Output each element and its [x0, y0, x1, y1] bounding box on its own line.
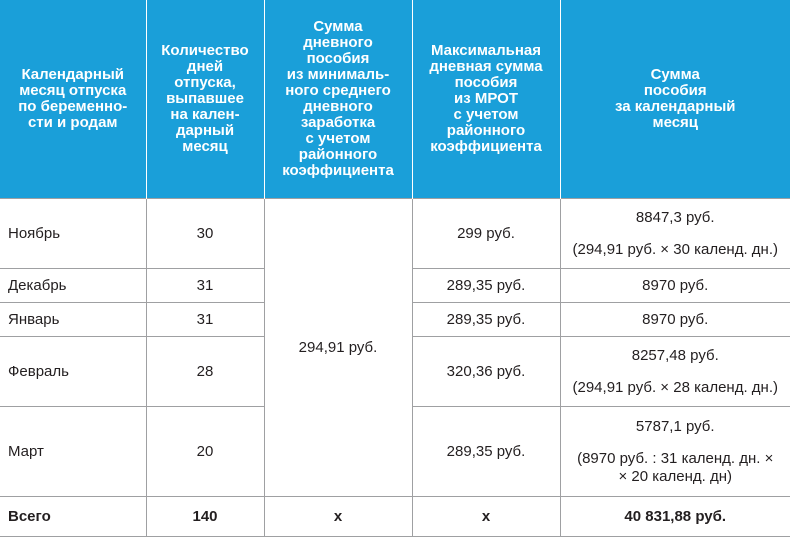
sum-value: 8257,48 руб.	[631, 346, 719, 364]
cell-sum	[560, 407, 790, 497]
cell-max-daily: 289,35 руб.	[412, 269, 560, 303]
cell-max-daily: 289,35 руб.	[412, 303, 560, 337]
cell-days: 31	[146, 269, 264, 303]
cell-days: 28	[146, 337, 264, 407]
total-row	[0, 497, 790, 537]
cell-sum	[560, 337, 790, 407]
total-max-daily: х	[412, 497, 560, 537]
cell-days: 30	[146, 199, 264, 269]
total-sum: 40 831,88 руб.	[560, 497, 790, 537]
header-daily-benefit: Сумма дневного пособия из минималь- ного среднего дневного заработка с учетом районного коэффициента	[264, 0, 412, 199]
header-monthly-sum: Сумма пособия за календарный месяц	[560, 0, 790, 199]
cell-sum	[560, 199, 790, 269]
cell-month: Декабрь	[0, 269, 146, 303]
cell-sum: 8970 руб.	[560, 269, 790, 303]
cell-month: Ноябрь	[0, 199, 146, 269]
cell-month: Март	[0, 407, 146, 497]
sum-value: 8847,3 руб.	[635, 208, 715, 226]
sum-calculation: (294,91 руб. × 30 календ. дн.)	[572, 240, 778, 258]
cell-max-daily: 320,36 руб.	[412, 337, 560, 407]
cell-days: 20	[146, 407, 264, 497]
header-row	[0, 0, 790, 199]
cell-daily-benefit: 294,91 руб.	[264, 199, 412, 497]
total-daily: х	[264, 497, 412, 537]
cell-sum: 8970 руб.	[560, 303, 790, 337]
total-label: Всего	[0, 497, 146, 537]
cell-max-daily: 299 руб.	[412, 199, 560, 269]
sum-calculation: (294,91 руб. × 28 календ. дн.)	[572, 378, 778, 396]
total-days: 140	[146, 497, 264, 537]
cell-days: 31	[146, 303, 264, 337]
sum-calculation: (8970 руб. : 31 календ. дн. × × 20 календ. дн)	[577, 449, 774, 485]
cell-month: Январь	[0, 303, 146, 337]
header-month: Календарный месяц отпуска по беременно- сти и родам	[0, 0, 146, 199]
header-max-daily-benefit: Максимальная дневная сумма пособия из МРОТ с учетом районного коэффициента	[412, 0, 560, 199]
cell-month: Февраль	[0, 337, 146, 407]
sum-value: 5787,1 руб.	[635, 417, 715, 435]
header-days: Количество дней отпуска, выпавшее на кален- дарный месяц	[146, 0, 264, 199]
table-row	[0, 199, 790, 269]
cell-max-daily: 289,35 руб.	[412, 407, 560, 497]
